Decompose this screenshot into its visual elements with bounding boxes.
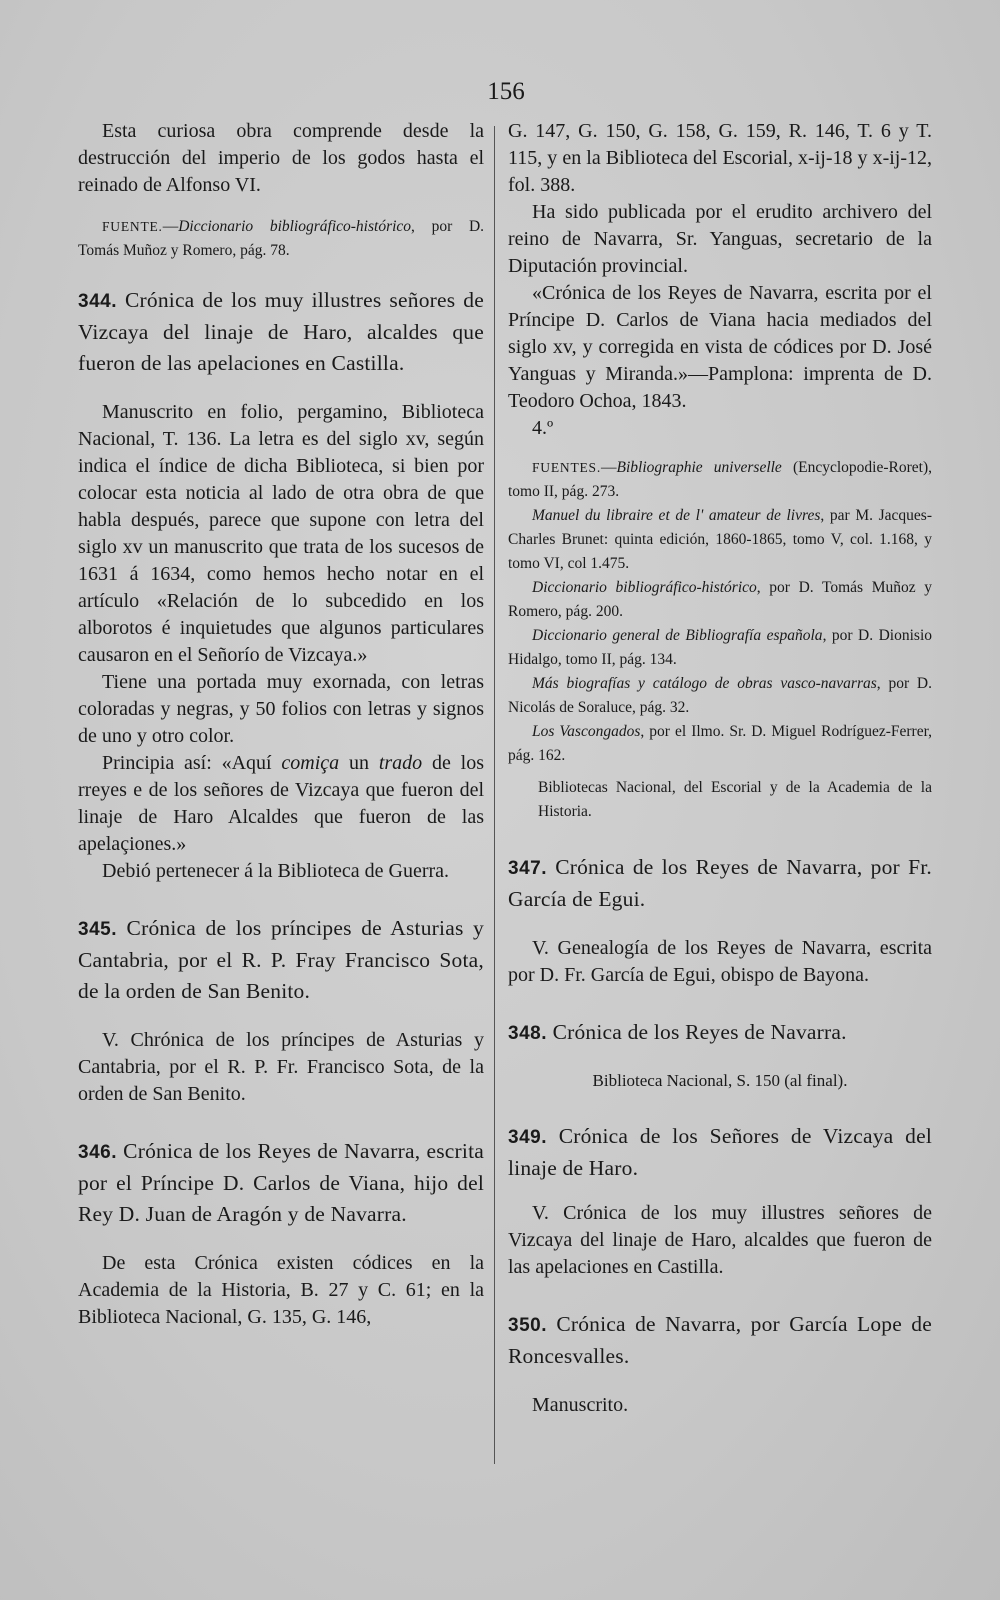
entry-345-title: Crónica de los príncipes de Asturias y Cantabria, por el R. P. Fray Francisco Sota, de la orden de San Benito. bbox=[78, 916, 485, 1003]
source-detail: , par M. Jacques-Charles Brunet: quinta edición, 1860-1865, tomo V, col. 1.168, y tomo VI, col 1.475. bbox=[508, 507, 932, 572]
italic-run: trado bbox=[378, 752, 423, 774]
entry-347-paragraph: V. Genealogía de los Reyes de Navarra, escrita por D. Fr. García de Egui, obispo de Bayona. bbox=[508, 937, 932, 986]
entry-350-number: 350. bbox=[508, 1315, 547, 1336]
source-title: Bibliographie universelle bbox=[616, 459, 782, 476]
entry-348-heading bbox=[508, 1017, 932, 1049]
source-title: Diccionario bibliográfico-histórico bbox=[178, 218, 412, 235]
source-title: Más biografías y catálogo de obras vasco-navarras bbox=[532, 675, 877, 692]
source-title: Diccionario general de Bibliografía española bbox=[532, 627, 823, 644]
entry-347-heading bbox=[508, 852, 932, 915]
entry-349-heading bbox=[508, 1121, 932, 1184]
entry-350-title: Crónica de Navarra, por García Lope de Roncesvalles. bbox=[508, 1312, 933, 1368]
entry-347-number: 347. bbox=[508, 858, 547, 879]
text-run: de los rreyes e de los señores de Vizcaya que fueron del linaje de Haro Alcaldes que fueron de las apelaçiones.» bbox=[78, 752, 484, 855]
source-detail: (Encyclopodie-Roret), tomo II, pág. 273. bbox=[508, 459, 932, 500]
text-run: Principia así: «Aquí bbox=[102, 752, 282, 774]
source-note bbox=[508, 720, 932, 768]
entry-344-paragraph: Debió pertenecer á la Biblioteca de Guerra. bbox=[102, 860, 450, 882]
text-run: un bbox=[339, 752, 379, 774]
source-note bbox=[508, 576, 932, 624]
format-note: 4.º bbox=[532, 417, 554, 439]
entry-344-paragraph: Tiene una portada muy exornada, con letras coloradas y negras, y 50 folios con letras y signos de uno y otro color. bbox=[78, 671, 484, 747]
libraries-note: Bibliotecas Nacional, del Escorial y de la Academia de la Historia. bbox=[538, 779, 932, 820]
entry-348-paragraph: Biblioteca Nacional, S. 150 (al final). bbox=[592, 1071, 848, 1090]
entry-346-number: 346. bbox=[78, 1142, 117, 1163]
entry-346-paragraph: De esta Crónica existen códices en la Academia de la Historia, B. 27 y C. 61; en la Biblioteca Nacional, G. 135, G. 146, bbox=[78, 1252, 484, 1328]
source-detail: , por D. Nicolás de Soraluce, pág. 32. bbox=[508, 675, 933, 716]
source-title: Los Vascongados bbox=[532, 723, 641, 740]
entry-347-title: Crónica de los Reyes de Navarra, por Fr. García de Egui. bbox=[508, 855, 933, 911]
entry-344-heading bbox=[78, 285, 484, 379]
entry-344-paragraph: Manuscrito en folio, pergamino, Biblioteca Nacional, T. 136. La letra es del siglo xv, según indica el índice de dicha Biblioteca, si bien por colocar esta noticia al lado de otra obra de que habla después, parece que supone con letra del siglo xv un manuscrito que trata de los sucesos de 1631 á 1634, como hemos hecho notar en el artículo «Relación de lo subcedido en los alborotos é inquietudes que algunos particulares causaron en el Señorío de Vizcaya.» bbox=[78, 401, 484, 666]
source-detail: , por D. Tomás Muñoz y Romero, pág. 200. bbox=[508, 579, 933, 620]
entry-345-paragraph: V. Chrónica de los príncipes de Asturias y Cantabria, por el R. P. Fr. Francisco Sota, de la orden de San Benito. bbox=[78, 1029, 484, 1105]
entry-350-paragraph: Manuscrito. bbox=[532, 1394, 629, 1416]
source-note: FUENTE.—Diccionario bibliográfico-histórico, por D. Tomás Muñoz y Romero, pág. 78. bbox=[78, 218, 485, 259]
entry-344-paragraph bbox=[78, 750, 484, 858]
source-note: FUENTES.—Bibliographie universelle (Encyclopodie-Roret), tomo II, pág. 273. bbox=[508, 459, 932, 500]
entry-350-heading bbox=[508, 1309, 932, 1372]
right-column bbox=[508, 118, 932, 1419]
source-title: Diccionario bibliográfico-histórico bbox=[532, 579, 757, 596]
source-note bbox=[508, 672, 932, 720]
entry-344-title: Crónica de los muy illustres señores de Vizcaya del linaje de Haro, alcaldes que fueron de las apelaciones en Castilla. bbox=[78, 288, 484, 375]
source-note bbox=[508, 624, 932, 672]
source-label: FUENTES. bbox=[532, 460, 602, 475]
entry-348-number: 348. bbox=[508, 1023, 547, 1044]
entry-346-title: Crónica de los Reyes de Navarra, escrita por el Príncipe D. Carlos de Viana, hijo del Rey D. Juan de Aragón y de Navarra. bbox=[78, 1139, 485, 1226]
intro-paragraph: Esta curiosa obra comprende desde la destrucción del imperio de los godos hasta el reinado de Alfonso VI. bbox=[78, 120, 484, 196]
italic-run: comiça bbox=[281, 752, 340, 774]
column-divider bbox=[494, 126, 495, 1464]
source-title: Manuel du libraire et de l' amateur de livres bbox=[532, 507, 821, 524]
left-column bbox=[78, 118, 484, 1331]
continued-paragraph: «Crónica de los Reyes de Navarra, escrita por el Príncipe D. Carlos de Viana hacia mediados del siglo xv, y corregida en vista de códices por D. José Yanguas y Miranda.»—Pamplona: imprenta de D. Teodoro Ochoa, 1843. bbox=[508, 282, 932, 412]
entry-346-heading bbox=[78, 1136, 484, 1230]
continued-paragraph: Ha sido publicada por el erudito archivero del reino de Navarra, Sr. Yanguas, secretario de la Diputación provincial. bbox=[508, 201, 932, 277]
entry-348-title: Crónica de los Reyes de Navarra. bbox=[552, 1020, 847, 1044]
entry-345-number: 345. bbox=[78, 919, 117, 940]
source-label: FUENTE. bbox=[102, 219, 163, 234]
continued-paragraph: G. 147, G. 150, G. 158, G. 159, R. 146, T. 6 y T. 115, y en la Biblioteca del Escorial, x-ij-18 y x-ij-12, fol. 388. bbox=[508, 120, 932, 196]
source-detail: , por el Ilmo. Sr. D. Miguel Rodríguez-Ferrer, pág. 162. bbox=[508, 723, 932, 764]
source-detail: , por D. Dionisio Hidalgo, tomo II, pág. 134. bbox=[508, 627, 933, 668]
entry-349-number: 349. bbox=[508, 1127, 547, 1148]
page-number: 156 bbox=[487, 78, 525, 105]
source-detail: , por D. Tomás Muñoz y Romero, pág. 78. bbox=[78, 218, 485, 259]
entry-349-paragraph: V. Crónica de los muy illustres señores de Vizcaya del linaje de Haro, alcaldes que fueron de las apelaciones en Castilla. bbox=[508, 1202, 932, 1278]
source-note bbox=[508, 504, 932, 576]
entry-344-number: 344. bbox=[78, 291, 117, 312]
entry-349-title: Crónica de los Señores de Vizcaya del linaje de Haro. bbox=[508, 1124, 932, 1180]
entry-345-heading bbox=[78, 913, 484, 1007]
